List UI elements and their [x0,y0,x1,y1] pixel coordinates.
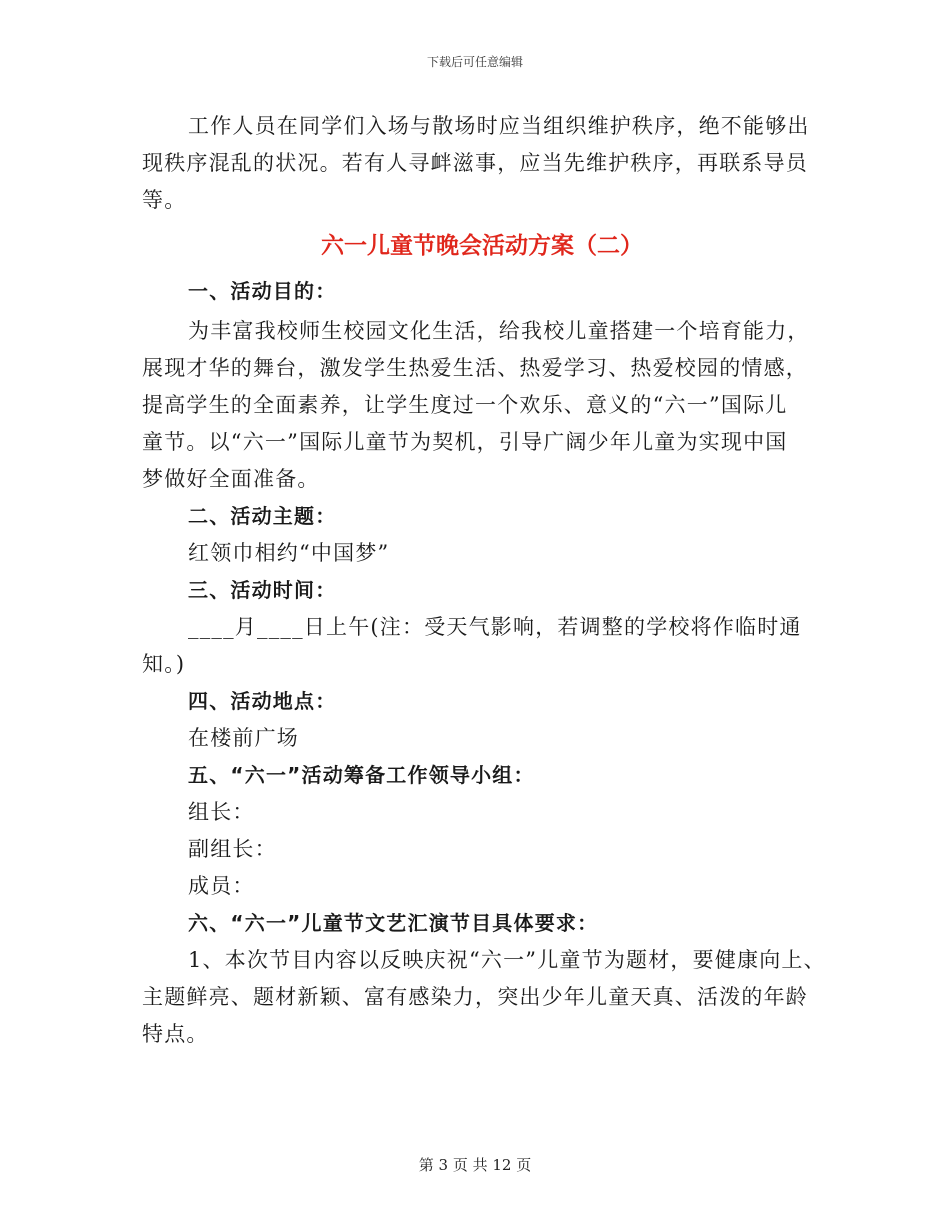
paragraph-line: 工作人员在同学们入场与散场时应当组织维护秩序，绝不能够出 [188,114,810,138]
paragraph-line: 1、本次节目内容以反映庆祝“六一”儿童节为题材，要健康向上、 [188,948,826,972]
section-purpose [142,273,822,498]
section-heading: 五、“六一”活动筹备工作领导小组： [188,763,535,787]
section-location [142,683,822,757]
paragraph-line: 主题鲜亮、题材新颖、富有感染力，突出少年儿童天真、活泼的年龄 [142,985,808,1009]
paragraph-line: 展现才华的舞台，激发学生热爱生活、热爱学习、热爱校园的情感， [142,356,808,380]
section-heading: 三、活动时间： [188,578,337,602]
section-heading: 四、活动地点： [188,689,337,713]
paragraph-line: 成员： [188,874,255,898]
section-heading: 一、活动目的： [188,279,337,303]
paragraph-line: 知。) [142,652,186,676]
section-heading: 二、活动主题： [188,504,337,528]
intro-paragraph [142,108,822,219]
document-title: 六一儿童节晚会活动方案（二） [321,233,643,259]
paragraph-line: 等。 [142,188,187,212]
paragraph-line: ____月____日上午(注：受天气影响，若调整的学校将作临时通 [188,615,802,639]
document-body [142,108,826,1053]
paragraph-line: 为丰富我校师生校园文化生活，给我校儿童搭建一个培育能力， [188,319,810,343]
paragraph-line: 特点。 [142,1022,209,1046]
section-leadership-group [142,757,822,905]
page-number: 第 3 页 共 12 页 [418,1156,532,1174]
paragraph-line: 童节。以“六一”国际儿童节为契机，引导广阔少年儿童为实现中国 [142,430,788,454]
paragraph-line: 在楼前广场 [188,726,299,750]
paragraph-line: 红领巾相约“中国梦” [188,541,390,565]
section-theme [142,498,822,572]
section-heading: 六、“六一”儿童节文艺汇演节目具体要求： [188,911,599,935]
paragraph-line: 副组长： [188,837,277,861]
section-program-requirements [142,905,826,1053]
paragraph-line: 组长： [188,800,255,824]
paragraph-line: 提高学生的全面素养，让学生度过一个欢乐、意义的“六一”国际儿 [142,393,788,417]
page-header-note: 下载后可任意编辑 [426,55,523,69]
paragraph-line: 梦做好全面准备。 [142,467,320,491]
paragraph-line: 现秩序混乱的状况。若有人寻衅滋事，应当先维护秩序，再联系导员 [142,151,808,175]
section-time [142,572,822,683]
